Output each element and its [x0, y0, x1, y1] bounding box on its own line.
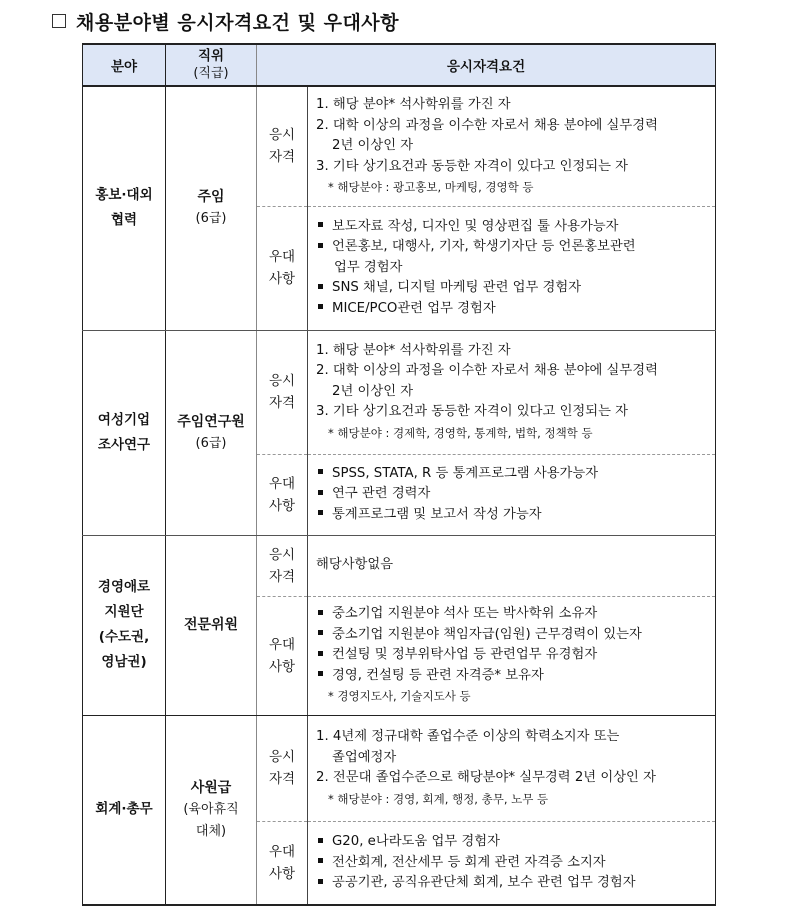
- qualification-note: * 해당분야 : 광고홍보, 마케팅, 경영학 등: [328, 180, 534, 194]
- position-grade: (6급): [195, 435, 227, 451]
- category-label: 응시: [268, 373, 296, 389]
- header-field: 분야: [83, 44, 166, 86]
- category-label: 사항: [268, 271, 296, 287]
- preference-note: * 경영지도사, 기술지도사 등: [328, 689, 471, 704]
- qualification-line: 1. 해당 분야* 석사학위를 가진 자: [316, 97, 511, 112]
- field-line: 영남권): [101, 654, 147, 670]
- position-name: 사원급: [190, 779, 232, 796]
- preference-bullet: [316, 832, 707, 853]
- bullet-text: MICE/PCO관련 업무 경험자: [332, 300, 496, 316]
- qualification-content: [308, 330, 716, 454]
- category-label: 우대: [268, 475, 296, 492]
- qualification-line: 2. 대학 이상의 과정을 이수한 자로서 채용 분야에 실무경력: [316, 117, 658, 133]
- category-preference: [257, 596, 308, 715]
- preference-bullet: [316, 645, 707, 666]
- bullet-square-icon: [318, 630, 323, 635]
- bullet-text: 전산회계, 전산세무 등 회계 관련 자격증 소지자: [332, 854, 606, 870]
- header-position: [166, 44, 257, 86]
- position-grade: (육아휴직: [183, 801, 239, 817]
- position-cell-accounting: [166, 715, 257, 905]
- category-qualification: [257, 86, 308, 206]
- qualification-line: 1. 4년제 정규대학 졸업수준 이상의 학력소지자 또는: [316, 729, 620, 744]
- bullet-square-icon: [318, 510, 323, 515]
- bullet-square-icon: [318, 284, 323, 289]
- category-label: 응시: [268, 127, 296, 144]
- position-grade: (6급): [195, 211, 227, 227]
- category-label: 사항: [268, 497, 296, 514]
- table-row-pr-qualification: [83, 86, 716, 206]
- position-cell-research: [166, 330, 257, 535]
- category-label: 우대: [268, 249, 296, 265]
- bullet-continuation: 업무 경험자: [334, 259, 403, 275]
- header-position-sub: (직급): [193, 66, 229, 81]
- preference-bullet: [316, 217, 707, 238]
- bullet-text: SPSS, STATA, R 등 통계프로그램 사용가능자: [332, 465, 599, 481]
- qualification-note: * 해당분야 : 경제학, 경영학, 통계학, 법학, 정책학 등: [328, 425, 593, 440]
- preference-content: [308, 596, 716, 715]
- category-label: 우대: [268, 636, 296, 653]
- qualification-line: 1. 해당 분야* 석사학위를 가진 자: [316, 342, 511, 358]
- category-label: 자격: [268, 395, 296, 411]
- field-line: 여성기업: [97, 411, 151, 428]
- qualification-line: 3. 기타 상기요건과 동등한 자격이 있다고 인정되는 자: [316, 404, 629, 420]
- bullet-square-icon: [318, 651, 323, 656]
- field-cell-research: [83, 330, 166, 535]
- field-line: 경영애로: [97, 579, 151, 595]
- preference-bullet: [316, 464, 707, 485]
- bullet-text: 컨설팅 및 정부위탁사업 등 관련업무 유경험자: [332, 647, 598, 663]
- position-cell-pr: [166, 86, 257, 330]
- preference-bullet: [316, 237, 707, 258]
- bullet-square-icon: [318, 610, 323, 615]
- bullet-text: 통계프로그램 및 보고서 작성 가능자: [332, 506, 542, 522]
- checkbox-square-icon: [52, 14, 66, 28]
- table-header-row: [83, 44, 716, 86]
- qualification-line: 2. 전문대 졸업수준으로 해당분야* 실무경력 2년 이상인 자: [316, 770, 656, 785]
- bullet-text: SNS 채널, 디지털 마케팅 관련 업무 경험자: [332, 280, 582, 296]
- category-preference: [257, 206, 308, 330]
- bullet-square-icon: [318, 469, 323, 474]
- field-cell-accounting: [83, 715, 166, 905]
- bullet-text: G20, e나라도움 업무 경험자: [332, 834, 500, 849]
- field-line: (수도권,: [98, 629, 150, 645]
- qualification-line: 2년 이상인 자: [332, 383, 414, 399]
- preference-bullet: [316, 278, 707, 299]
- header-position-label: 직위: [197, 48, 225, 64]
- preference-bullet: [316, 604, 707, 625]
- bullet-square-icon: [318, 304, 323, 309]
- table-row-consulting-qualification: [83, 535, 716, 596]
- qualification-note: * 해당분야 : 경영, 회계, 행정, 총무, 노무 등: [328, 791, 549, 806]
- qualification-line: 3. 기타 상기요건과 동등한 자격이 있다고 인정되는 자: [316, 158, 629, 174]
- category-label: 사항: [268, 658, 296, 675]
- qualification-line: 해당사항없음: [316, 557, 394, 573]
- qualification-content: [308, 715, 716, 821]
- table-row-research-qualification: [83, 330, 716, 454]
- category-label: 자격: [268, 568, 296, 585]
- bullet-square-icon: [318, 243, 323, 248]
- preference-content: [308, 821, 716, 905]
- field-line: 지원단: [104, 604, 144, 620]
- category-label: 우대: [268, 843, 296, 860]
- preference-bullet: [316, 505, 707, 526]
- qualification-content: [308, 86, 716, 206]
- bullet-square-icon: [318, 858, 323, 863]
- preference-content: [308, 454, 716, 535]
- header-requirements: 응시자격요건: [257, 44, 716, 86]
- category-label: 응시: [268, 749, 296, 765]
- position-grade: 대체): [195, 823, 227, 839]
- requirements-table: [82, 43, 716, 906]
- preference-bullet: [316, 625, 707, 646]
- bullet-text: 연구 관련 경력자: [332, 486, 431, 502]
- category-preference: [257, 821, 308, 905]
- bullet-text: 언론홍보, 대행사, 기자, 학생기자단 등 언론홍보관련: [332, 239, 636, 255]
- position-cell-consulting: [166, 535, 257, 715]
- category-qualification: [257, 715, 308, 821]
- qualification-line: 2. 대학 이상의 과정을 이수한 자로서 채용 분야에 실무경력: [316, 363, 658, 379]
- position-name: 전문위원: [183, 617, 239, 633]
- bullet-square-icon: [318, 490, 323, 495]
- title-text: 채용분야별 응시자격요건 및 우대사항: [76, 11, 400, 34]
- field-line: 회계·총무: [95, 801, 153, 818]
- preference-bullet: [316, 853, 707, 874]
- qualification-line: 2년 이상인 자: [332, 138, 414, 153]
- preference-bullet: [316, 873, 707, 894]
- category-qualification: [257, 535, 308, 596]
- category-qualification: [257, 330, 308, 454]
- category-label: 자격: [268, 149, 296, 166]
- bullet-text: 경영, 컨설팅 등 관련 자격증* 보유자: [332, 667, 544, 683]
- page-title: [52, 6, 399, 36]
- field-line: 조사연구: [97, 436, 151, 453]
- qualification-content: [308, 535, 716, 596]
- field-line: 협력: [110, 212, 138, 229]
- bullet-text: 보도자료 작성, 디자인 및 영상편집 툴 사용가능자: [332, 218, 619, 234]
- bullet-text: 중소기업 지원분야 책임자급(임원) 근무경력이 있는자: [332, 626, 642, 642]
- position-name: 주임연구원: [177, 413, 245, 430]
- preference-content: [308, 206, 716, 330]
- category-label: 응시: [268, 546, 296, 563]
- qualification-line: 졸업예정자: [332, 749, 397, 765]
- bullet-text: 중소기업 지원분야 석사 또는 박사학위 소유자: [332, 606, 598, 622]
- field-cell-pr: [83, 86, 166, 330]
- bullet-square-icon: [318, 222, 323, 227]
- bullet-square-icon: [318, 879, 323, 884]
- category-label: 자격: [268, 771, 296, 787]
- position-name: 주임: [197, 189, 225, 206]
- bullet-text: 공공기관, 공직유관단체 회계, 보수 관련 업무 경험자: [332, 875, 636, 890]
- preference-bullet: [316, 484, 707, 505]
- bullet-square-icon: [318, 671, 323, 676]
- table-row-accounting-qualification: [83, 715, 716, 821]
- preference-bullet: [316, 299, 707, 320]
- field-line: 홍보·대외: [95, 187, 153, 204]
- category-label: 사항: [268, 865, 296, 882]
- bullet-square-icon: [318, 838, 323, 843]
- preference-bullet: [316, 666, 707, 687]
- field-cell-consulting: [83, 535, 166, 715]
- category-preference: [257, 454, 308, 535]
